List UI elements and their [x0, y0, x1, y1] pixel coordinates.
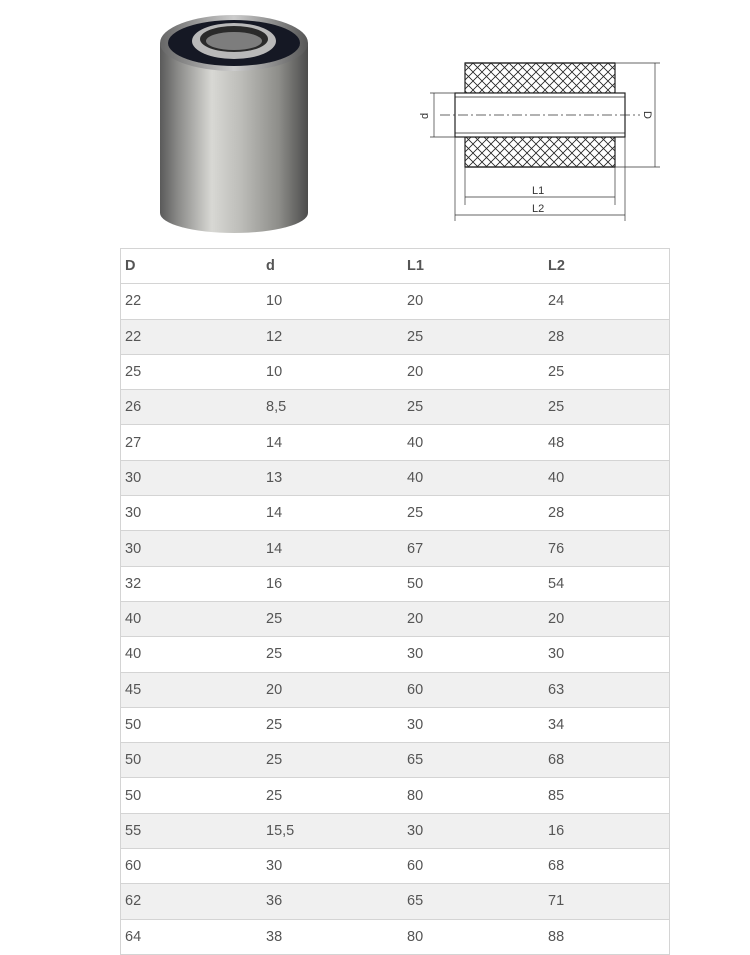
bushing-drawing [410, 45, 670, 225]
cell-D: 25 [121, 354, 263, 389]
cell-D: 40 [121, 637, 263, 672]
cell-L1: 30 [403, 637, 544, 672]
cell-d: 14 [262, 531, 403, 566]
cell-d: 38 [262, 919, 403, 954]
header-D: D [121, 249, 263, 284]
cell-d: 10 [262, 284, 403, 319]
cell-L2: 48 [544, 425, 670, 460]
cell-d: 25 [262, 601, 403, 636]
cell-D: 30 [121, 460, 263, 495]
table-row [121, 743, 670, 778]
drawing-label-L2: L2 [532, 203, 545, 215]
cell-d: 8,5 [262, 390, 403, 425]
table-row [121, 284, 670, 319]
cell-L2: 71 [544, 884, 670, 919]
cell-d: 16 [262, 566, 403, 601]
cell-L1: 50 [403, 566, 544, 601]
cell-d: 25 [262, 778, 403, 813]
cell-L1: 65 [403, 743, 544, 778]
cell-D: 22 [121, 284, 263, 319]
cell-d: 12 [262, 319, 403, 354]
cell-D: 62 [121, 884, 263, 919]
cell-d: 15,5 [262, 813, 403, 848]
cell-L2: 28 [544, 319, 670, 354]
cell-D: 50 [121, 743, 263, 778]
cell-L1: 80 [403, 778, 544, 813]
cell-d: 14 [262, 496, 403, 531]
cell-L2: 34 [544, 707, 670, 742]
table-row [121, 496, 670, 531]
cell-L2: 88 [544, 919, 670, 954]
cell-L1: 20 [403, 601, 544, 636]
cell-d: 20 [262, 672, 403, 707]
table-row [121, 707, 670, 742]
cell-L2: 28 [544, 496, 670, 531]
table-body [121, 284, 670, 955]
dimensions-table [120, 248, 670, 955]
drawing-label-d: d [419, 112, 431, 119]
cell-D: 32 [121, 566, 263, 601]
cell-D: 50 [121, 707, 263, 742]
cell-d: 25 [262, 743, 403, 778]
cell-L2: 25 [544, 390, 670, 425]
bushing-photo [150, 5, 320, 237]
cell-L1: 25 [403, 319, 544, 354]
cell-L1: 60 [403, 849, 544, 884]
table-row [121, 672, 670, 707]
cell-D: 40 [121, 601, 263, 636]
table-row [121, 566, 670, 601]
table-row [121, 425, 670, 460]
cell-D: 22 [121, 319, 263, 354]
table-row [121, 884, 670, 919]
cell-d: 25 [262, 637, 403, 672]
table-row [121, 601, 670, 636]
cell-L2: 16 [544, 813, 670, 848]
table-row [121, 460, 670, 495]
cell-L1: 65 [403, 884, 544, 919]
cell-D: 60 [121, 849, 263, 884]
table-row [121, 390, 670, 425]
cell-D: 50 [121, 778, 263, 813]
cell-L1: 25 [403, 390, 544, 425]
header-L1: L1 [403, 249, 544, 284]
table-row [121, 919, 670, 954]
cell-L1: 40 [403, 425, 544, 460]
cell-L2: 25 [544, 354, 670, 389]
cell-d: 10 [262, 354, 403, 389]
drawing-label-D: D [641, 111, 653, 119]
cell-L2: 24 [544, 284, 670, 319]
cell-L1: 30 [403, 813, 544, 848]
cell-L1: 20 [403, 354, 544, 389]
table-row [121, 849, 670, 884]
cell-D: 26 [121, 390, 263, 425]
cell-L1: 67 [403, 531, 544, 566]
cell-d: 14 [262, 425, 403, 460]
cell-L1: 30 [403, 707, 544, 742]
table-row [121, 813, 670, 848]
cell-L1: 80 [403, 919, 544, 954]
cell-d: 13 [262, 460, 403, 495]
table-row [121, 531, 670, 566]
header-L2: L2 [544, 249, 670, 284]
cell-L1: 25 [403, 496, 544, 531]
cell-D: 45 [121, 672, 263, 707]
cell-d: 30 [262, 849, 403, 884]
cell-D: 30 [121, 531, 263, 566]
cell-L2: 85 [544, 778, 670, 813]
cell-L2: 63 [544, 672, 670, 707]
cell-L1: 20 [403, 284, 544, 319]
header-d: d [262, 249, 403, 284]
table-row [121, 319, 670, 354]
table-row [121, 354, 670, 389]
cell-L2: 68 [544, 743, 670, 778]
cell-L1: 40 [403, 460, 544, 495]
cell-D: 64 [121, 919, 263, 954]
cell-D: 27 [121, 425, 263, 460]
cell-d: 36 [262, 884, 403, 919]
cell-D: 55 [121, 813, 263, 848]
cell-d: 25 [262, 707, 403, 742]
table-header-row [121, 249, 670, 284]
cell-L2: 68 [544, 849, 670, 884]
table-row [121, 637, 670, 672]
drawing-label-L1: L1 [532, 185, 545, 197]
cell-D: 30 [121, 496, 263, 531]
cell-L2: 76 [544, 531, 670, 566]
cell-L2: 30 [544, 637, 670, 672]
cell-L1: 60 [403, 672, 544, 707]
cell-L2: 40 [544, 460, 670, 495]
table-row [121, 778, 670, 813]
cell-L2: 20 [544, 601, 670, 636]
cell-L2: 54 [544, 566, 670, 601]
